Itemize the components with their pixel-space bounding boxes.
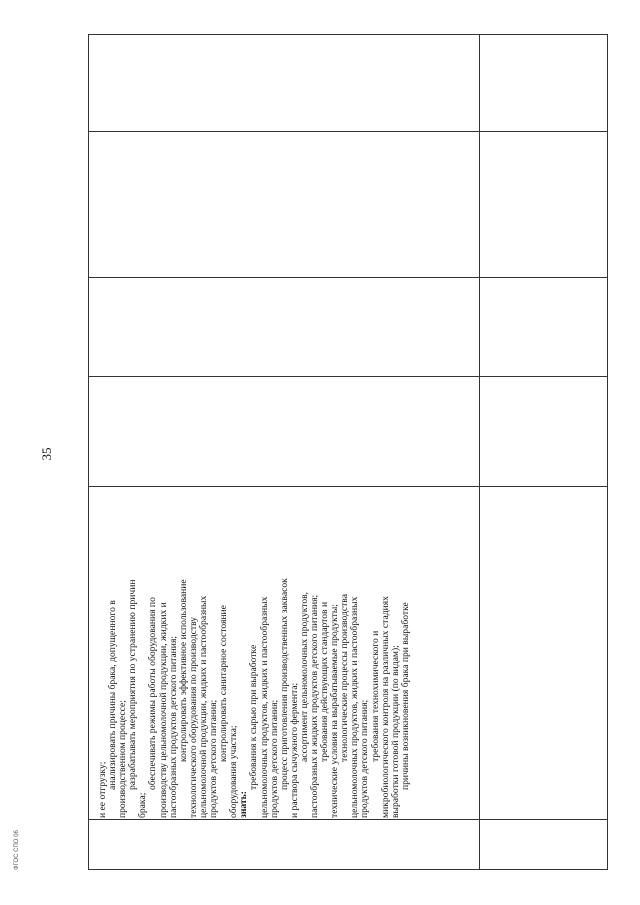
cell-line: микробиологического контроля на различных стадиях <box>379 596 391 818</box>
cell-line: цельномолочных продуктов, жидких и пастообразных <box>349 596 361 818</box>
cell-line: ассортимент цельномолочных продуктов, <box>298 591 310 762</box>
cell-line: производству цельномолочной продукции, жидких и <box>157 602 169 818</box>
cell-line: анализировать причины брака, допущенного в <box>107 600 119 790</box>
cell-line: пастообразных продуктов детского питания; <box>167 635 179 818</box>
cell-line: выработки готовой продукции (по видам); <box>389 645 401 818</box>
cell-line: пастообразных и жидких продуктов детского питания; <box>308 594 320 818</box>
cell-line: технологические процессы производства <box>339 594 351 762</box>
cell-line: продуктов детского питания; <box>359 699 371 818</box>
cell-line: знать: <box>238 791 250 818</box>
cell-line: продуктов детского питания; <box>268 699 280 818</box>
skills-knowledge-cell <box>98 490 578 818</box>
cell-line: требования к сырью при выработке <box>248 644 260 790</box>
page-number: 35 <box>39 447 54 461</box>
row-divider <box>89 277 607 278</box>
cell-line: причины возникновения брака при выработке <box>399 602 411 790</box>
row-divider <box>89 131 607 132</box>
row-divider <box>89 376 607 377</box>
cell-line: производственном процессе; <box>117 700 129 818</box>
footer-mark: ФГОС СПО 06 <box>14 830 20 870</box>
cell-line: контролировать санитарное состояние <box>218 605 230 762</box>
cell-line: и раствора сычужного фермента; <box>288 682 300 818</box>
cell-line: цельномолочной продукции, жидких и пастообразных <box>197 595 209 818</box>
cell-line: оборудования участка; <box>228 725 240 818</box>
cell-line: требования технохимического и <box>369 630 381 762</box>
cell-line: продуктов детского питания; <box>208 699 220 818</box>
cell-line: брака; <box>137 792 149 818</box>
cell-line: процесс приготовления производственных заквасок <box>278 578 290 790</box>
cell-line: технологического оборудования по производству <box>187 616 199 818</box>
row-divider <box>89 486 607 487</box>
cell-line: разрабатывать мероприятия по устранению причин <box>127 579 139 790</box>
cell-line: контролировать эффективное использование <box>177 579 189 762</box>
row-divider <box>89 819 607 820</box>
cell-line: обеспечивать режимы работы оборудования по <box>147 597 159 790</box>
cell-line: и ее отгрузку; <box>97 761 108 818</box>
cell-line: технические условия на вырабатываемые продукты; <box>329 604 341 818</box>
cell-line: требования действующих стандартов и <box>319 601 331 762</box>
cell-line: цельномолочных продуктов, жидких и пастообразных <box>258 596 270 818</box>
